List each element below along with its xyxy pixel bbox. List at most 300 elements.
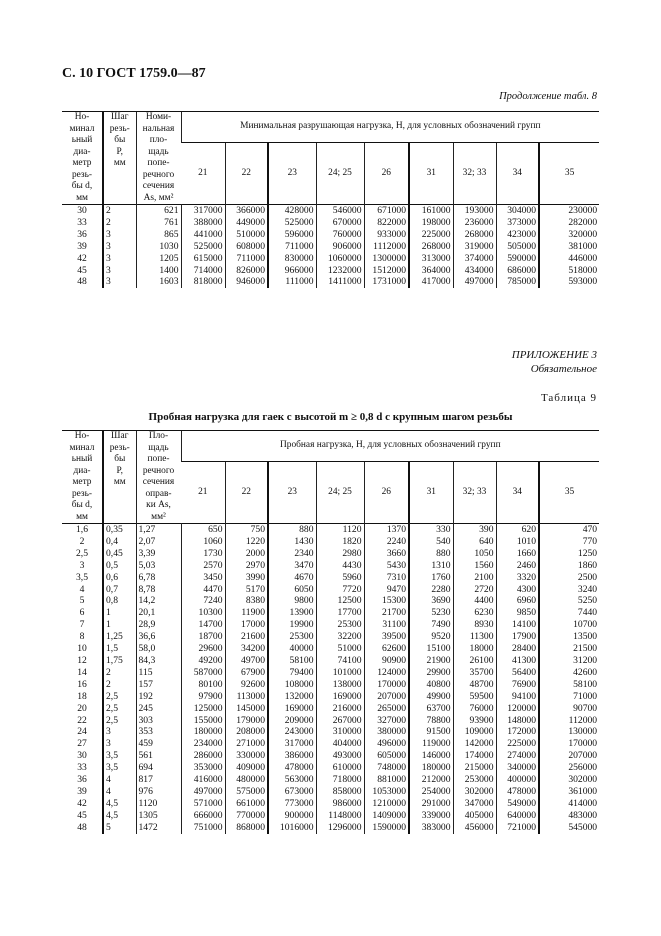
- table-cell: 1512000: [364, 265, 409, 277]
- table-cell: 416000: [181, 774, 225, 786]
- table-cell: 169000: [316, 691, 364, 703]
- table-cell: 109000: [453, 726, 496, 738]
- table-cell: 56400: [496, 667, 539, 679]
- table-cell: 2: [103, 667, 136, 679]
- table-cell: 1,25: [103, 631, 136, 643]
- table-cell: 822000: [364, 217, 409, 229]
- table-cell: 5: [79, 595, 85, 607]
- table-cell: 770000: [225, 810, 268, 822]
- table-cell: 90900: [364, 655, 409, 667]
- table-cell: 1148000: [316, 810, 364, 822]
- table-cell: 36: [77, 228, 87, 240]
- table-cell: 1220: [225, 536, 268, 548]
- table-cell: 3990: [225, 572, 268, 584]
- table-cell: 353: [136, 726, 181, 738]
- table-cell: 2280: [409, 584, 453, 596]
- table-cell: 132000: [268, 691, 316, 703]
- table-cell: 673000: [268, 786, 316, 798]
- group-code-header: 24; 25: [316, 143, 364, 205]
- table-cell: 880: [268, 524, 316, 536]
- table-cell: 33: [77, 216, 87, 228]
- table-cell: 216000: [316, 703, 364, 715]
- table-cell: 1030: [136, 241, 181, 253]
- table-cell: 3320: [496, 572, 539, 584]
- table-cell: 29600: [181, 643, 225, 655]
- table-cell: 20: [77, 702, 87, 714]
- table-cell: 8380: [225, 595, 268, 607]
- table-cell: 9470: [364, 584, 409, 596]
- page-header: С. 10 ГОСТ 1759.0—87: [62, 66, 206, 81]
- table-cell: 327000: [364, 715, 409, 727]
- table-cell: 59500: [453, 691, 496, 703]
- table-cell: 42: [77, 797, 87, 809]
- table-cell: 2500: [539, 572, 599, 584]
- table-cell: 79400: [268, 667, 316, 679]
- table-cell: 4: [79, 583, 85, 595]
- table-cell: 366000: [225, 205, 268, 217]
- table-cell: 478000: [268, 762, 316, 774]
- table-body: [62, 524, 599, 834]
- table-cell: 111000: [268, 276, 316, 288]
- group-code-header: 31: [409, 462, 453, 524]
- table-cell: 21500: [539, 643, 599, 655]
- table-cell: 340000: [496, 762, 539, 774]
- table-cell: 230000: [539, 205, 599, 217]
- table-cell: 1,75: [103, 655, 136, 667]
- table-cell: 858000: [316, 786, 364, 798]
- table-cell: 48700: [453, 679, 496, 691]
- table-cell: 17900: [496, 631, 539, 643]
- table-cell: 1: [103, 619, 136, 631]
- table-cell: 620: [496, 524, 539, 536]
- table-cell: 1590000: [364, 822, 409, 834]
- group-code-header: 35: [539, 462, 599, 524]
- table-cell: 409000: [225, 762, 268, 774]
- table-cell: 13900: [268, 607, 316, 619]
- table-cell: 39: [77, 785, 87, 797]
- table-cell: 317000: [268, 738, 316, 750]
- table-cell: 124000: [364, 667, 409, 679]
- table-cell: 470: [539, 524, 599, 536]
- table-cell: 339000: [409, 810, 453, 822]
- table-cell: 3,5: [103, 750, 136, 762]
- table-cell: 1430: [268, 536, 316, 548]
- table-cell: 615000: [181, 253, 225, 265]
- table-cell: 1060000: [316, 253, 364, 265]
- table-cell: 130000: [539, 726, 599, 738]
- table-cell: 1010: [496, 536, 539, 548]
- table-cell: 459: [136, 738, 181, 750]
- table-cell: 115: [136, 667, 181, 679]
- table-cell: 155000: [181, 715, 225, 727]
- table-cell: 3,5: [103, 762, 136, 774]
- table-cell: 3470: [268, 560, 316, 572]
- table-cell: 48: [77, 821, 87, 833]
- table-cell: 2240: [364, 536, 409, 548]
- table-cell: 4670: [268, 572, 316, 584]
- table-cell: 1250: [539, 548, 599, 560]
- table-cell: 145000: [225, 703, 268, 715]
- table-cell: 209000: [268, 715, 316, 727]
- table-cell: 18: [77, 690, 87, 702]
- table-cell: 192: [136, 691, 181, 703]
- table-cell: 319000: [453, 241, 496, 253]
- table-cell: 497000: [181, 786, 225, 798]
- table-cell: 2,5: [103, 691, 136, 703]
- table-row: [62, 229, 599, 241]
- group-code-header: 22: [225, 143, 268, 205]
- table-cell: 1660: [496, 548, 539, 560]
- table-row: [62, 726, 599, 738]
- table-cell: 119000: [409, 738, 453, 750]
- table-cell: 3: [103, 276, 136, 288]
- table-row: [62, 548, 599, 560]
- table-cell: 45: [77, 264, 87, 276]
- table-cell: 0,8: [103, 595, 136, 607]
- table-cell: 826000: [225, 265, 268, 277]
- table-cell: 785000: [496, 276, 539, 288]
- table-cell: 253000: [453, 774, 496, 786]
- table-cell: 112000: [539, 715, 599, 727]
- table-cell: 317000: [181, 205, 225, 217]
- table-title: Пробная нагрузка для гаек с высотой m ≥ 0,8 d с крупным шагом резьбы: [148, 411, 513, 423]
- table-row: [62, 572, 599, 584]
- table-row: [62, 584, 599, 596]
- table-cell: 198000: [409, 217, 453, 229]
- table-cell: 265000: [364, 703, 409, 715]
- table-cell: 364000: [409, 265, 453, 277]
- group-code-header: 21: [181, 462, 225, 524]
- table-cell: 750: [225, 524, 268, 536]
- table-cell: 1760: [409, 572, 453, 584]
- table-row: [62, 276, 599, 288]
- table-cell: 2,5: [103, 703, 136, 715]
- table-cell: 2100: [453, 572, 496, 584]
- table-row: [62, 205, 599, 217]
- table-cell: 671000: [364, 205, 409, 217]
- table-cell: 313000: [409, 253, 453, 265]
- table-cell: 4: [103, 786, 136, 798]
- table-cell: 146000: [409, 750, 453, 762]
- table-cell: 39: [77, 240, 87, 252]
- table-cell: 497000: [453, 276, 496, 288]
- table-cell: 302000: [453, 786, 496, 798]
- table-cell: 4: [103, 774, 136, 786]
- table-cell: 58,0: [136, 643, 181, 655]
- table-cell: 830000: [268, 253, 316, 265]
- table-cell: 1603: [136, 276, 181, 288]
- table-cell: 212000: [409, 774, 453, 786]
- table-cell: 1411000: [316, 276, 364, 288]
- table-cell: 428000: [268, 205, 316, 217]
- table-cell: 587000: [181, 667, 225, 679]
- table-cell: 2,5: [103, 715, 136, 727]
- table-cell: 161000: [409, 205, 453, 217]
- group-code-header: 26: [364, 462, 409, 524]
- column-header: Но- минал ьный диа- метр резь- бы d, мм: [62, 112, 103, 205]
- table-cell: 3,39: [136, 548, 181, 560]
- column-header: Номи- нальная пло- щадь попе- речного сечения As, мм²: [136, 112, 181, 205]
- table-cell: 58100: [268, 655, 316, 667]
- table-cell: 1205: [136, 253, 181, 265]
- table-cell: 347000: [453, 798, 496, 810]
- table-cell: 1060: [181, 536, 225, 548]
- table-cell: 353000: [181, 762, 225, 774]
- table-cell: 180000: [181, 726, 225, 738]
- table-cell: 1560: [453, 560, 496, 572]
- table-cell: 7720: [316, 584, 364, 596]
- table-cell: 5960: [316, 572, 364, 584]
- table-cell: 10300: [181, 607, 225, 619]
- table-cell: 274000: [496, 750, 539, 762]
- table-cell: 28,9: [136, 619, 181, 631]
- table-cell: 271000: [225, 738, 268, 750]
- table-cell: 2460: [496, 560, 539, 572]
- table-cell: 4400: [453, 595, 496, 607]
- table-cell: 0,35: [103, 524, 136, 536]
- table-cell: 760000: [316, 229, 364, 241]
- table-row: [62, 703, 599, 715]
- table-cell: 78800: [409, 715, 453, 727]
- table-number: Таблица 9: [540, 392, 597, 404]
- appendix-status: Обязательное: [530, 363, 597, 375]
- table-cell: 480000: [225, 774, 268, 786]
- column-header: Шаг резь- бы P, мм: [103, 431, 136, 524]
- table-cell: 906000: [316, 241, 364, 253]
- table-cell: 22: [77, 714, 87, 726]
- table-cell: 8,78: [136, 584, 181, 596]
- table-cell: 207000: [364, 691, 409, 703]
- table-cell: 3: [103, 726, 136, 738]
- table-cell: 93900: [453, 715, 496, 727]
- table-cell: 94100: [496, 691, 539, 703]
- table-cell: 24: [77, 726, 87, 738]
- table-cell: 18700: [181, 631, 225, 643]
- table-cell: 510000: [225, 229, 268, 241]
- table-cell: 9800: [268, 595, 316, 607]
- group-code-header: 32; 33: [453, 462, 496, 524]
- table-cell: 49200: [181, 655, 225, 667]
- table-cell: 14700: [181, 619, 225, 631]
- table-cell: 714000: [181, 265, 225, 277]
- table-cell: 880: [409, 548, 453, 560]
- table-cell: 1472: [136, 822, 181, 834]
- table-cell: 25300: [268, 631, 316, 643]
- table-cell: 286000: [181, 750, 225, 762]
- table-cell: 3: [103, 738, 136, 750]
- table-cell: 234000: [181, 738, 225, 750]
- table-cell: 505000: [496, 241, 539, 253]
- group-code-header: 34: [496, 143, 539, 205]
- table-cell: 478000: [496, 786, 539, 798]
- table-cell: 545000: [539, 822, 599, 834]
- table-row: [62, 822, 599, 834]
- table-cell: 225000: [409, 229, 453, 241]
- table-cell: 2: [103, 679, 136, 691]
- table-cell: 26100: [453, 655, 496, 667]
- table-row: [62, 560, 599, 572]
- table-cell: 2: [103, 217, 136, 229]
- table-cell: 7440: [539, 607, 599, 619]
- table-cell: 761: [136, 217, 181, 229]
- table-row: [62, 738, 599, 750]
- table-cell: 383000: [409, 822, 453, 834]
- table-cell: 933000: [364, 229, 409, 241]
- table-cell: 11900: [225, 607, 268, 619]
- table-cell: 80100: [181, 679, 225, 691]
- table-cell: 4,5: [103, 810, 136, 822]
- table-cell: 1860: [539, 560, 599, 572]
- table-cell: 9520: [409, 631, 453, 643]
- table-cell: 138000: [316, 679, 364, 691]
- table-cell: 49700: [225, 655, 268, 667]
- table-row: [62, 655, 599, 667]
- table-cell: 575000: [225, 786, 268, 798]
- table-cell: 417000: [409, 276, 453, 288]
- appendix-label: [512, 348, 597, 376]
- table-cell: 20,1: [136, 607, 181, 619]
- table-cell: 6960: [496, 595, 539, 607]
- table-cell: 48: [77, 276, 87, 288]
- table-cell: 7240: [181, 595, 225, 607]
- header-row: [62, 431, 599, 462]
- table-cell: 1016000: [268, 822, 316, 834]
- table-cell: 496000: [364, 738, 409, 750]
- table-cell: 441000: [181, 229, 225, 241]
- table-cell: 900000: [268, 810, 316, 822]
- group-code-header: 34: [496, 462, 539, 524]
- table-cell: 561: [136, 750, 181, 762]
- table-cell: 6230: [453, 607, 496, 619]
- table-cell: 5,03: [136, 560, 181, 572]
- table-cell: 0,4: [103, 536, 136, 548]
- table-cell: 14,2: [136, 595, 181, 607]
- table-8: [62, 111, 599, 288]
- table-cell: 97900: [181, 691, 225, 703]
- table-cell: 245: [136, 703, 181, 715]
- table-cell: 666000: [181, 810, 225, 822]
- table-cell: 721000: [496, 822, 539, 834]
- table-row: [62, 619, 599, 631]
- table-cell: 39500: [364, 631, 409, 643]
- table-cell: 374000: [453, 253, 496, 265]
- table-cell: 525000: [268, 217, 316, 229]
- table-cell: 0,5: [103, 560, 136, 572]
- table-cell: 268000: [409, 241, 453, 253]
- table-cell: 170000: [364, 679, 409, 691]
- table-cell: 640: [453, 536, 496, 548]
- table-row: [62, 786, 599, 798]
- table-cell: 2720: [453, 584, 496, 596]
- group-code-header: 24; 25: [316, 462, 364, 524]
- table-9: [62, 430, 599, 834]
- table-cell: 29900: [409, 667, 453, 679]
- table-cell: 256000: [539, 762, 599, 774]
- table-cell: 686000: [496, 265, 539, 277]
- table-cell: 1,27: [136, 524, 181, 536]
- table-cell: 179000: [225, 715, 268, 727]
- table-cell: 610000: [316, 762, 364, 774]
- table-cell: 596000: [268, 229, 316, 241]
- table-cell: 6050: [268, 584, 316, 596]
- table-cell: 711000: [268, 241, 316, 253]
- table-cell: 751000: [181, 822, 225, 834]
- table-cell: 92600: [225, 679, 268, 691]
- table-cell: 1731000: [364, 276, 409, 288]
- table-cell: 5430: [364, 560, 409, 572]
- table-cell: 2340: [268, 548, 316, 560]
- table-cell: 4430: [316, 560, 364, 572]
- table-cell: 2,5: [76, 547, 88, 559]
- table-cell: 207000: [539, 750, 599, 762]
- table-cell: 986000: [316, 798, 364, 810]
- table-cell: 320000: [539, 229, 599, 241]
- table-cell: 125000: [181, 703, 225, 715]
- table-cell: 7490: [409, 619, 453, 631]
- table-cell: 380000: [364, 726, 409, 738]
- table-cell: 518000: [539, 265, 599, 277]
- table-cell: 718000: [316, 774, 364, 786]
- table-cell: 3: [103, 253, 136, 265]
- table-cell: 0,7: [103, 584, 136, 596]
- table-cell: 148000: [496, 715, 539, 727]
- table-cell: 881000: [364, 774, 409, 786]
- table-cell: 16: [77, 678, 87, 690]
- table-cell: 19900: [268, 619, 316, 631]
- table-cell: 90700: [539, 703, 599, 715]
- table-cell: 1296000: [316, 822, 364, 834]
- table-cell: 661000: [225, 798, 268, 810]
- table-cell: 330000: [225, 750, 268, 762]
- table-cell: 10: [77, 643, 87, 655]
- table-cell: 1370: [364, 524, 409, 536]
- group-code-header: 35: [539, 143, 599, 205]
- table-row: [62, 667, 599, 679]
- table-cell: 21700: [364, 607, 409, 619]
- column-header: Но- минал ьный диа- метр резь- бы d, мм: [62, 431, 103, 524]
- table-cell: 236000: [453, 217, 496, 229]
- table-cell: 817: [136, 774, 181, 786]
- table-cell: 10700: [539, 619, 599, 631]
- table-cell: 25300: [316, 619, 364, 631]
- table-cell: 268000: [453, 229, 496, 241]
- table-cell: 28400: [496, 643, 539, 655]
- table-continuation-note: Продолжение табл. 8: [499, 91, 597, 102]
- table-row: [62, 595, 599, 607]
- table-cell: 12500: [316, 595, 364, 607]
- table-cell: 30: [77, 750, 87, 762]
- table-cell: 208000: [225, 726, 268, 738]
- table-cell: 58100: [539, 679, 599, 691]
- table-cell: 215000: [453, 762, 496, 774]
- table-cell: 174000: [453, 750, 496, 762]
- table-cell: 6,78: [136, 572, 181, 584]
- table-cell: 180000: [409, 762, 453, 774]
- table-row: [62, 679, 599, 691]
- table-cell: 571000: [181, 798, 225, 810]
- table-row: [62, 691, 599, 703]
- table-cell: 4300: [496, 584, 539, 596]
- table-cell: 1409000: [364, 810, 409, 822]
- table-cell: 11300: [453, 631, 496, 643]
- table-cell: 590000: [496, 253, 539, 265]
- table-cell: 4470: [181, 584, 225, 596]
- table-cell: 172000: [496, 726, 539, 738]
- appendix-title: ПРИЛОЖЕНИЕ 3: [511, 349, 597, 361]
- table-cell: 1310: [409, 560, 453, 572]
- table-cell: 650: [181, 524, 225, 536]
- table-row: [62, 631, 599, 643]
